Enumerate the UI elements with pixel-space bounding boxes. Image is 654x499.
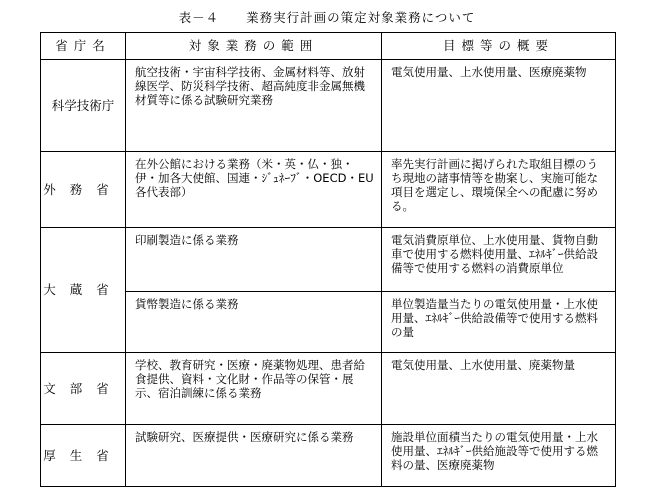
table-row: [41, 228, 616, 292]
business-plan-table: [40, 32, 616, 487]
header-scope: 対象業務の範囲: [126, 33, 382, 60]
goals-cell: 施設単位面積当たりの電気使用量・上水使用量、ｴﾈﾙｷﾞｰ供給施設等で使用する燃料の量、医療廃薬物: [382, 425, 616, 487]
goals-cell: 電気使用量、上水使用量、医療廃薬物: [382, 60, 616, 152]
table-row: [41, 353, 616, 425]
scope-cell: 航空技術・宇宙科学技術、金属材料等、放射線医学、防災科学技術、超高純度非金属無機材質等に係る試験研究業務: [126, 60, 382, 152]
ministry-cell: 厚生省: [41, 425, 126, 487]
ministry-cell: 大蔵省: [41, 228, 126, 353]
table-row: [41, 292, 616, 353]
goals-cell: 電気消費原単位、上水使用量、貨物自動車で使用する燃料使用量、ｴﾈﾙｷﾞｰ供給設備等で使用する燃料の消費原単位: [382, 228, 616, 292]
scope-cell: 印刷製造に係る業務: [126, 228, 382, 292]
ministry-cell: 外務省: [41, 152, 126, 228]
table-row: [41, 152, 616, 228]
table-row: [41, 425, 616, 487]
header-ministry: 省庁名: [41, 33, 126, 60]
table-header-row: [41, 33, 616, 60]
table-caption: 表－４ 業務実行計画の策定対象業務について: [178, 10, 476, 25]
goals-cell: 単位製造量当たりの電気使用量・上水使用量、ｴﾈﾙｷﾞｰ供給設備等で使用する燃料の量: [382, 292, 616, 353]
goals-cell: 電気使用量、上水使用量、廃薬物量: [382, 353, 616, 425]
table-row: [41, 60, 616, 152]
scope-cell: 在外公館における業務（米・英・仏・独・伊・加各大使館、国連・ｼﾞｭﾈｰﾌﾞ・OECD・EU各代表部）: [126, 152, 382, 228]
header-goals: 目標等の概要: [382, 33, 616, 60]
ministry-cell: 科学技術庁: [41, 60, 126, 152]
scope-cell: 貨幣製造に係る業務: [126, 292, 382, 353]
scope-cell: 試験研究、医療提供・医療研究に係る業務: [126, 425, 382, 487]
scope-cell: 学校、教育研究・医療・廃薬物処理、患者給食提供、資料・文化財・作品等の保管・展示、宿泊訓練に係る業務: [126, 353, 382, 425]
ministry-cell: 文部省: [41, 353, 126, 425]
goals-cell: 率先実行計画に掲げられた取組目標のうち現地の諸事情等を勘案し、実施可能な項目を選定し、環境保全への配慮に努める。: [382, 152, 616, 228]
